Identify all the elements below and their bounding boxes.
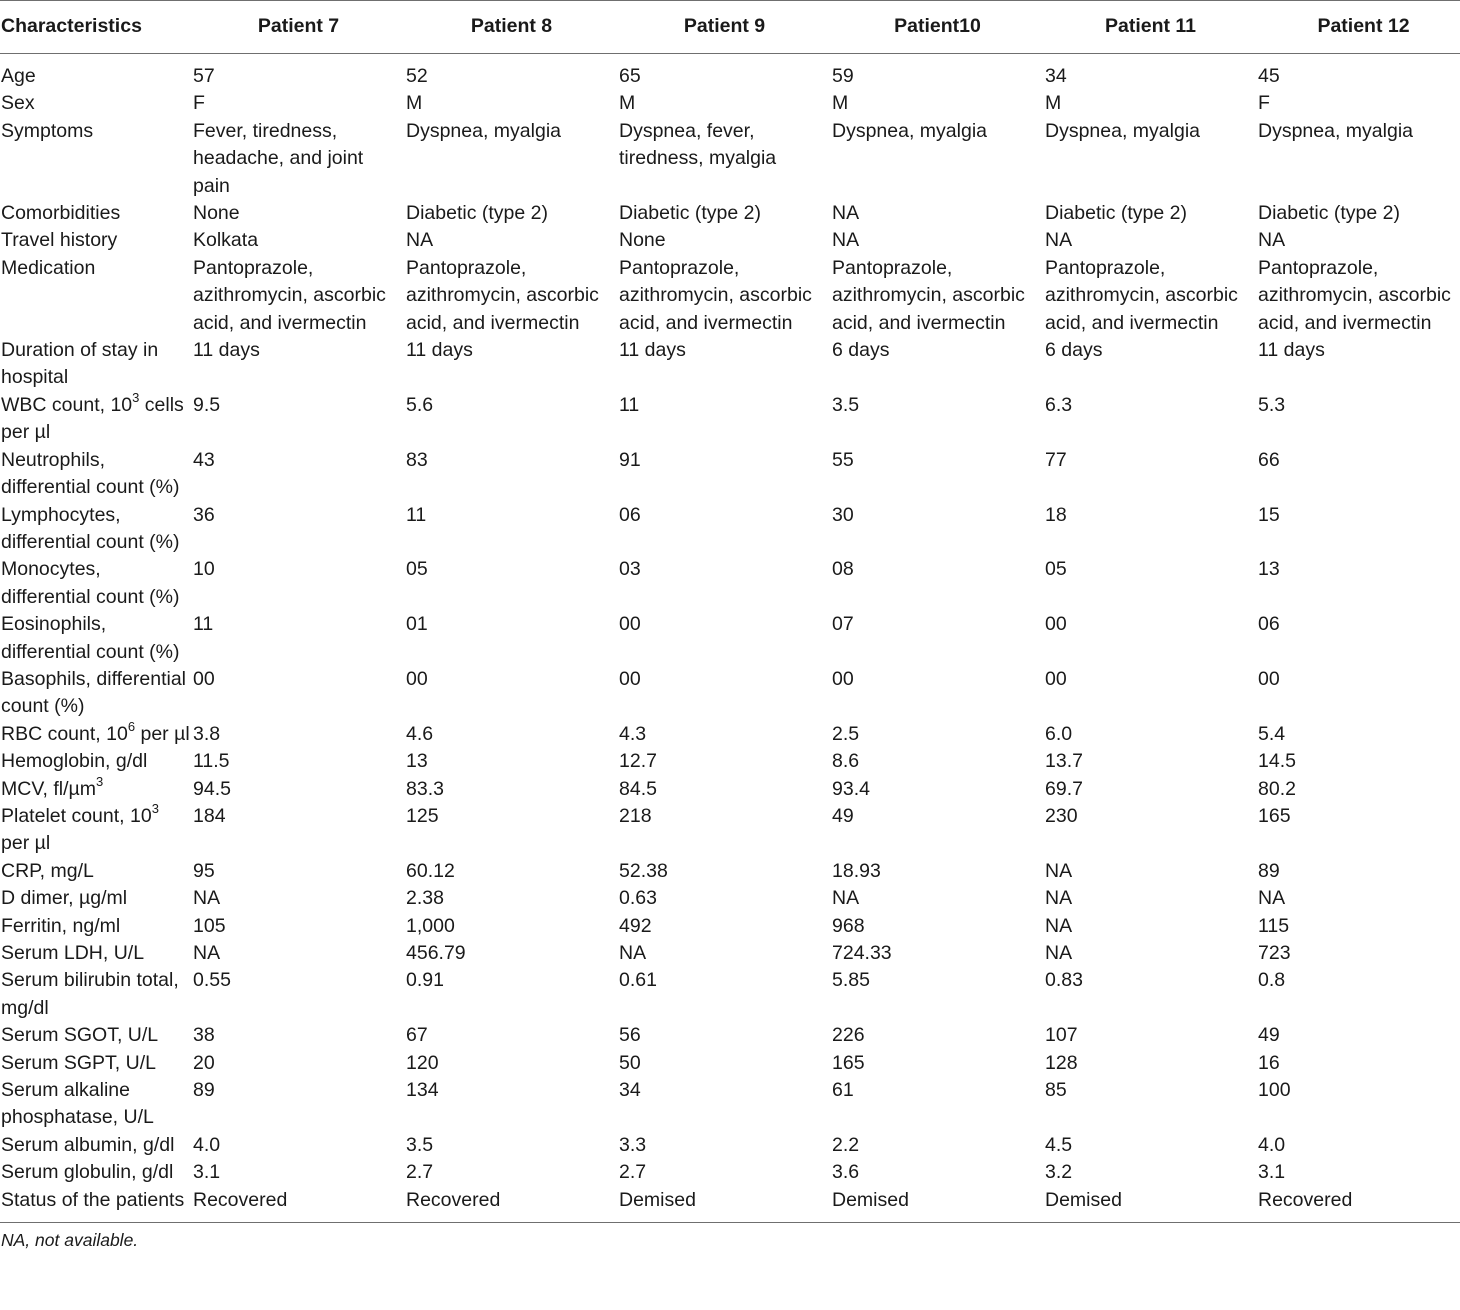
row-label-superscript: 3 — [132, 390, 140, 406]
table-cell: 3.3 — [619, 1133, 647, 1156]
table-cell: Diabetic (type 2) — [1258, 202, 1400, 225]
table-cell: M — [832, 92, 849, 115]
table-row — [0, 255, 1460, 337]
table-cell: Diabetic (type 2) — [1045, 202, 1187, 225]
table-cell: 89 — [193, 1079, 215, 1102]
row-label — [0, 392, 192, 447]
table-cell: NA — [1258, 229, 1286, 252]
table-cell: 67 — [406, 1024, 428, 1047]
table-cell: 12.7 — [619, 750, 657, 773]
table-cell: 3.2 — [1045, 1161, 1073, 1184]
table-cell: 56 — [619, 1024, 641, 1047]
row-label-text: MCV, fl/µm — [1, 777, 97, 800]
table-cell: Demised — [1044, 1187, 1257, 1223]
table-row — [0, 913, 1460, 940]
table-cell: 5.4 — [1258, 722, 1286, 745]
row-label: Ferritin, ng/ml — [1, 914, 121, 937]
table-cell: 3.1 — [193, 1161, 221, 1184]
table-cell: Dyspnea, myalgia — [1045, 119, 1200, 142]
table-cell: 0.8 — [1258, 969, 1286, 992]
table-cell: Dyspnea, fever, tiredness, myalgia — [619, 119, 777, 170]
table-cell: 2.2 — [832, 1133, 860, 1156]
table-cell: 5.6 — [406, 393, 434, 416]
table-cell: 14.5 — [1258, 750, 1296, 773]
row-label: Comorbidities — [1, 202, 121, 225]
table-row — [0, 1077, 1460, 1132]
table-cell: 15 — [1258, 503, 1280, 526]
table-cell: 4.5 — [1045, 1133, 1073, 1156]
table-cell: 45 — [1258, 65, 1280, 87]
table-cell: 11 days — [193, 339, 260, 362]
row-label: Status of the patients — [0, 1187, 192, 1223]
row-label-text-after: per µl — [135, 722, 190, 745]
table-cell: 968 — [832, 914, 865, 937]
table-cell: 115 — [1258, 914, 1290, 937]
table-cell: Demised — [831, 1187, 1044, 1223]
table-row — [0, 90, 1460, 117]
table-cell: 6.0 — [1045, 722, 1073, 745]
table-row — [0, 721, 1460, 748]
table-cell: 11 — [619, 393, 640, 416]
row-label: Hemoglobin, g/dl — [1, 750, 148, 773]
table-row — [0, 940, 1460, 967]
table-row — [0, 803, 1460, 858]
table-cell: 65 — [619, 65, 641, 87]
table-row — [0, 118, 1460, 200]
table-cell: 8.6 — [832, 750, 860, 773]
table-cell: 00 — [193, 667, 215, 690]
table-cell: M — [619, 92, 636, 115]
table-cell: NA — [1258, 887, 1286, 910]
table-row — [0, 54, 1460, 91]
row-label — [0, 776, 192, 803]
table-cell: 83 — [406, 448, 428, 471]
table-cell: 2.7 — [406, 1161, 434, 1184]
table-cell: NA — [1045, 914, 1073, 937]
row-label: Duration of stay in hospital — [1, 339, 159, 389]
table-cell: 218 — [619, 804, 652, 827]
table-cell: 95 — [193, 859, 215, 882]
table-cell: NA — [832, 229, 860, 252]
row-label-superscript: 6 — [127, 719, 136, 735]
table-cell: M — [1045, 92, 1062, 115]
table-row — [0, 556, 1460, 611]
table-row — [0, 666, 1460, 721]
table-body — [0, 54, 1460, 1223]
table-cell: 492 — [619, 914, 652, 937]
table-cell: Recovered — [1257, 1187, 1460, 1223]
table-row — [0, 392, 1460, 447]
row-label: Serum LDH, U/L — [1, 942, 145, 964]
row-label-superscript: 3 — [151, 801, 159, 817]
table-cell: 5.85 — [832, 969, 870, 992]
table-cell: 00 — [1045, 667, 1067, 690]
table-cell: Recovered — [192, 1187, 405, 1223]
row-label: D dimer, µg/ml — [1, 887, 128, 910]
table-cell: 2.38 — [406, 887, 444, 910]
table-cell: Dyspnea, myalgia — [406, 119, 561, 142]
table-cell: 38 — [193, 1024, 215, 1047]
column-header-patient: Patient10 — [831, 1, 1044, 54]
table-cell: NA — [1045, 887, 1073, 910]
row-label: Monocytes, differential count (%) — [1, 558, 180, 608]
table-cell: 165 — [1258, 804, 1291, 827]
table-cell: 36 — [193, 503, 215, 526]
table-cell: 5.3 — [1258, 393, 1286, 416]
table-cell: Dyspnea, myalgia — [1258, 119, 1413, 142]
table-cell: 34 — [1045, 65, 1067, 87]
table-cell: 724.33 — [832, 942, 892, 964]
table-cell: 85 — [1045, 1079, 1067, 1102]
table-cell: 08 — [832, 558, 854, 581]
table-cell: 0.55 — [193, 969, 231, 992]
table-cell: 230 — [1045, 804, 1078, 827]
table-cell: 20 — [193, 1051, 215, 1074]
table-cell: NA — [193, 887, 221, 910]
column-header-patient: Patient 8 — [405, 1, 618, 54]
row-label-text-after: cells per µl — [1, 393, 184, 444]
table-row — [0, 1050, 1460, 1077]
row-label: Serum SGPT, U/L — [1, 1051, 156, 1074]
row-label: Travel history — [1, 229, 118, 252]
table-cell: 55 — [832, 448, 854, 471]
table-cell: 06 — [1258, 613, 1280, 636]
table-cell: 00 — [832, 667, 854, 690]
row-label: Serum SGOT, U/L — [1, 1024, 159, 1047]
table-row — [0, 1187, 1460, 1223]
table-cell: F — [193, 92, 205, 115]
table-cell: 30 — [832, 503, 854, 526]
table-cell: Kolkata — [193, 229, 259, 252]
table-row — [0, 1159, 1460, 1186]
table-cell: 1,000 — [406, 914, 455, 937]
table-cell: 125 — [406, 804, 439, 827]
table-cell: 83.3 — [406, 777, 444, 800]
table-cell: Diabetic (type 2) — [406, 202, 548, 225]
table-cell: 0.91 — [406, 969, 444, 992]
table-cell: 57 — [193, 65, 215, 87]
table-cell: 0.63 — [619, 887, 657, 910]
table-cell: NA — [832, 202, 860, 225]
table-cell: 0.61 — [619, 969, 657, 992]
table-cell: 4.0 — [193, 1133, 221, 1156]
table-row — [0, 885, 1460, 912]
table-cell: 05 — [1045, 558, 1067, 581]
table-cell: Diabetic (type 2) — [619, 202, 761, 225]
table-cell: 723 — [1258, 942, 1291, 964]
table-row — [0, 337, 1460, 392]
table-cell: 06 — [619, 503, 641, 526]
row-label-text: RBC count, 10 — [1, 722, 128, 745]
row-label: Sex — [1, 92, 35, 115]
table-row — [0, 967, 1460, 1022]
table-cell: 52.38 — [619, 859, 668, 882]
table-cell: 18 — [1045, 503, 1067, 526]
table-cell: 69.7 — [1045, 777, 1083, 800]
table-cell: 4.6 — [406, 722, 434, 745]
table-cell: NA — [1045, 942, 1073, 964]
table-cell: 13.7 — [1045, 750, 1083, 773]
table-cell: 226 — [832, 1024, 865, 1047]
table-cell: NA — [1045, 859, 1073, 882]
table-row — [0, 748, 1460, 775]
table-cell: 11.5 — [193, 750, 230, 773]
table-cell: 6.3 — [1045, 393, 1073, 416]
row-label: Serum globulin, g/dl — [1, 1161, 174, 1184]
table-row — [0, 1132, 1460, 1159]
table-cell: Pantoprazole, azithromycin, ascorbic acid, and ivermectin — [619, 256, 812, 334]
row-label-text: WBC count, 10 — [1, 393, 133, 416]
table-cell: Pantoprazole, azithromycin, ascorbic acid, and ivermectin — [1045, 256, 1238, 334]
row-label: CRP, mg/L — [1, 859, 94, 882]
table-cell: 91 — [619, 448, 641, 471]
row-label: Serum albumin, g/dl — [1, 1133, 175, 1156]
table-cell: Demised — [618, 1187, 831, 1223]
table-row — [0, 776, 1460, 803]
table-cell: 128 — [1045, 1051, 1078, 1074]
table-cell: NA — [406, 229, 434, 252]
table-cell: 9.5 — [193, 393, 221, 416]
table-cell: 10 — [193, 558, 215, 581]
table-cell: 100 — [1258, 1079, 1291, 1102]
table-cell: 16 — [1258, 1051, 1280, 1074]
table-cell: Pantoprazole, azithromycin, ascorbic acid, and ivermectin — [406, 256, 599, 334]
table-cell: 11 — [406, 503, 427, 526]
table-cell: 94.5 — [193, 777, 231, 800]
table-cell: None — [193, 202, 240, 225]
table-cell: 18.93 — [832, 859, 881, 882]
table-row — [0, 611, 1460, 666]
table-cell: NA — [832, 887, 860, 910]
table-cell: 3.5 — [406, 1133, 434, 1156]
table-cell: 07 — [832, 613, 854, 636]
table-cell: 4.3 — [619, 722, 647, 745]
row-label: Lymphocytes, differential count (%) — [1, 503, 180, 553]
row-label: Serum alkaline phosphatase, U/L — [1, 1079, 154, 1129]
table-cell: 59 — [832, 65, 854, 87]
table-cell: 107 — [1045, 1024, 1078, 1047]
table-cell: 80.2 — [1258, 777, 1296, 800]
table-cell: M — [406, 92, 423, 115]
table-row — [0, 200, 1460, 227]
row-label: Serum bilirubin total, mg/dl — [1, 969, 179, 1019]
row-label-text: Platelet count, 10 — [1, 804, 152, 827]
table-cell: 43 — [193, 448, 215, 471]
table-row — [0, 227, 1460, 254]
table-cell: 4.0 — [1258, 1133, 1286, 1156]
table-cell: 00 — [406, 667, 428, 690]
table-cell: F — [1258, 92, 1270, 115]
table-cell: 05 — [406, 558, 428, 581]
row-label: Symptoms — [1, 119, 94, 142]
table-cell: 00 — [1045, 613, 1067, 636]
table-cell: 00 — [619, 667, 641, 690]
column-header-patient: Patient 12 — [1257, 1, 1460, 54]
table-cell: None — [619, 229, 666, 252]
table-cell: 3.5 — [832, 393, 860, 416]
table-cell: 52 — [406, 65, 428, 87]
table-row — [0, 1022, 1460, 1049]
table-cell: 34 — [619, 1079, 641, 1102]
table-cell: 2.7 — [619, 1161, 647, 1184]
table-cell: 50 — [619, 1051, 641, 1074]
row-label: Basophils, differential count (%) — [1, 667, 187, 718]
row-label-text-after: per µl — [1, 832, 51, 855]
table-cell: 00 — [1258, 667, 1280, 690]
table-cell: 61 — [832, 1079, 854, 1102]
table-row — [0, 858, 1460, 885]
table-cell: 60.12 — [406, 859, 455, 882]
header-row — [0, 1, 1460, 54]
table-cell: 0.83 — [1045, 969, 1083, 992]
table-cell: Recovered — [405, 1187, 618, 1223]
table-cell: 00 — [619, 613, 641, 636]
row-label — [0, 803, 192, 858]
table-cell: 105 — [193, 914, 226, 937]
table-cell: 66 — [1258, 448, 1280, 471]
table-cell: Pantoprazole, azithromycin, ascorbic acid, and ivermectin — [1258, 256, 1451, 334]
table-cell: 11 days — [406, 339, 473, 362]
row-label — [0, 721, 192, 748]
table-row — [0, 447, 1460, 502]
table-cell: 77 — [1045, 448, 1067, 471]
table-cell: 3.1 — [1258, 1161, 1286, 1184]
row-label: Medication — [1, 256, 96, 279]
column-header-patient: Patient 11 — [1044, 1, 1257, 54]
row-label-superscript: 3 — [96, 774, 104, 790]
table-cell: Dyspnea, myalgia — [832, 119, 987, 142]
table-cell: Pantoprazole, azithromycin, ascorbic acid, and ivermectin — [832, 256, 1025, 334]
row-label: Neutrophils, differential count (%) — [1, 448, 180, 499]
table-cell: 6 days — [832, 339, 890, 362]
column-header-characteristics: Characteristics — [0, 1, 192, 54]
row-label: Age — [1, 65, 36, 87]
table-cell: 11 days — [1258, 339, 1325, 362]
table-cell: 13 — [406, 750, 428, 773]
table-cell: 2.5 — [832, 722, 860, 745]
table-cell: 49 — [1258, 1024, 1280, 1047]
table-cell: 456.79 — [406, 942, 466, 964]
table-cell: 184 — [193, 804, 226, 827]
column-header-patient: Patient 9 — [618, 1, 831, 54]
table-cell: 93.4 — [832, 777, 870, 800]
table-cell: 165 — [832, 1051, 865, 1074]
table-cell: NA — [619, 942, 647, 964]
table-cell: Pantoprazole, azithromycin, ascorbic acid, and ivermectin — [193, 256, 386, 334]
table-cell: 11 — [193, 613, 214, 636]
table-cell: 134 — [406, 1079, 439, 1102]
table-row — [0, 502, 1460, 557]
column-header-patient: Patient 7 — [192, 1, 405, 54]
table-cell: 89 — [1258, 859, 1280, 882]
table-cell: 120 — [406, 1051, 439, 1074]
table-cell: NA — [193, 942, 221, 964]
table-footnote: NA, not available. — [1, 1230, 139, 1251]
table-cell: 6 days — [1045, 339, 1103, 362]
row-label: Eosinophils, differential count (%) — [1, 613, 180, 663]
table-cell: 3.6 — [832, 1161, 860, 1184]
table-cell: 3.8 — [193, 722, 221, 745]
table-cell: 11 days — [619, 339, 686, 362]
table-cell: 84.5 — [619, 777, 657, 800]
table-cell: 01 — [406, 613, 428, 636]
table-cell: NA — [1045, 229, 1073, 252]
table-cell: 49 — [832, 804, 854, 827]
table-cell: Fever, tiredness, headache, and joint pain — [193, 119, 364, 197]
table-cell: 13 — [1258, 558, 1280, 581]
table-cell: 03 — [619, 558, 641, 581]
